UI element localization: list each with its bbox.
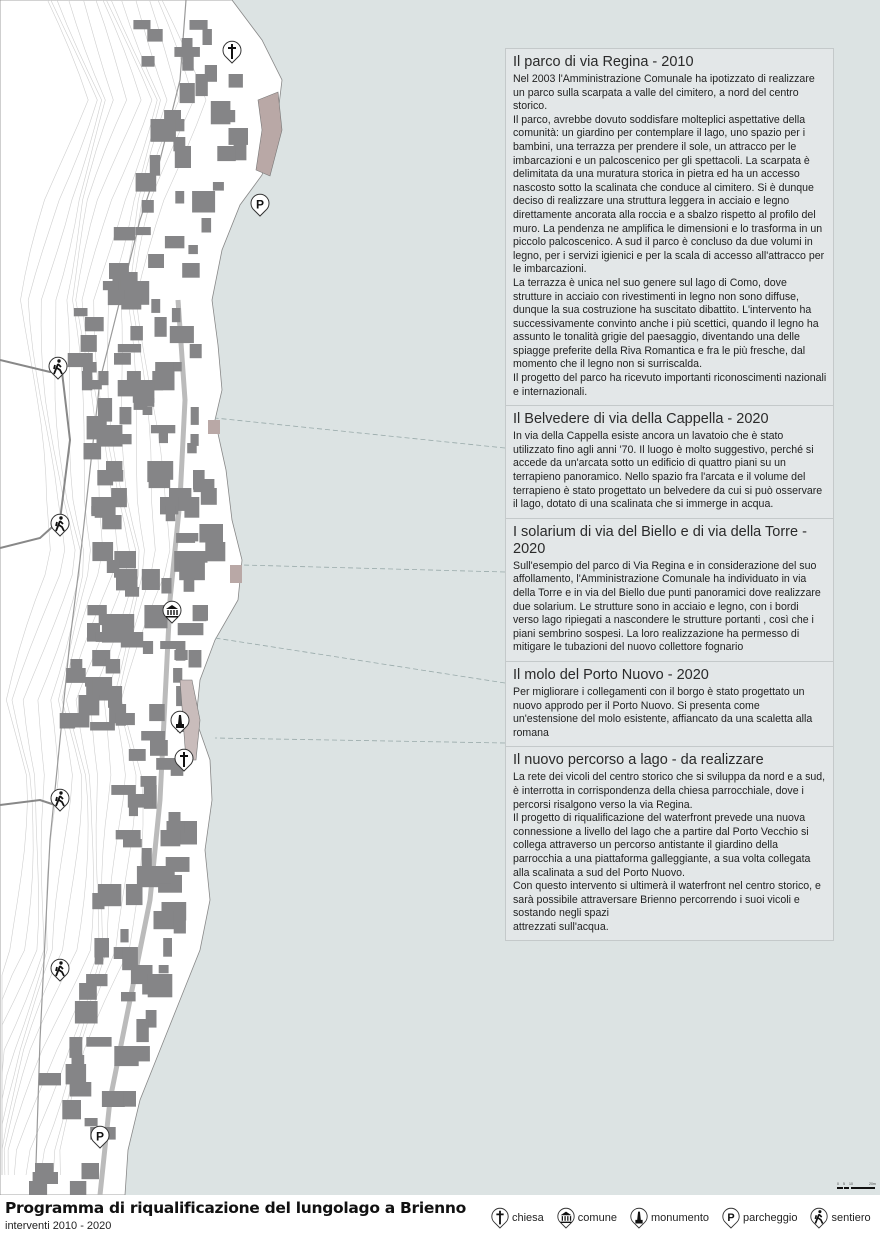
building <box>108 470 124 482</box>
cross-icon <box>490 1207 510 1229</box>
building <box>74 308 88 316</box>
building <box>75 1001 98 1024</box>
building <box>92 542 113 561</box>
building <box>114 227 135 240</box>
building <box>69 1037 82 1058</box>
building <box>190 344 202 358</box>
section-body: In via della Cappella esiste ancora un lavatoio che è stato utilizzato fino agli anni '70. Il luogo è molto suggestivo, perché si accede da un'arcata sotto un edificio di quattro piani su un terrapieno panoramico. Nello spazio fra l'arcata e il volume del terrapieno è stato progettato un belvedere da cui si può osservare il lago, dotato di una scalinata che si immerge in acqua. <box>513 430 823 511</box>
building <box>149 461 173 480</box>
interventions-panel <box>505 48 834 941</box>
building <box>191 407 199 425</box>
scale-label: 0 <box>837 1182 839 1186</box>
building <box>136 173 157 192</box>
building <box>184 497 199 518</box>
building <box>39 1073 61 1085</box>
building <box>103 281 119 290</box>
building <box>113 434 132 444</box>
town-hall-icon <box>556 1207 576 1229</box>
building <box>190 20 208 30</box>
legend-label: sentiero <box>831 1212 871 1224</box>
scale-bar <box>836 1180 878 1192</box>
building <box>126 623 134 633</box>
building <box>60 713 75 729</box>
building <box>163 938 172 957</box>
church-marker[interactable] <box>221 40 243 64</box>
building <box>159 425 168 443</box>
section-molo-porto-nuovo <box>506 662 833 747</box>
hiker-icon <box>809 1207 829 1229</box>
building <box>102 1091 125 1107</box>
building <box>172 308 181 322</box>
building <box>179 560 205 580</box>
building <box>205 542 225 561</box>
building <box>84 443 102 459</box>
building <box>182 56 193 71</box>
leader-lines <box>215 418 505 743</box>
building <box>176 533 195 543</box>
solarium <box>230 565 242 583</box>
building <box>62 1100 81 1119</box>
building <box>94 938 109 958</box>
building <box>83 362 97 373</box>
trail-marker[interactable] <box>49 513 71 537</box>
building <box>184 578 195 592</box>
building <box>196 605 209 621</box>
building <box>81 335 97 352</box>
building <box>151 299 160 313</box>
legend-item-chiesa <box>490 1207 544 1229</box>
legend <box>490 1207 877 1229</box>
building <box>114 353 131 365</box>
section-body: Sull'esempio del parco di Via Regina e in considerazione del suo affollamento, l'Amministrazione Comunale ha individuato in via della Torre e in via del Biello due punti panoramici dove realizzare due solarium. Le strutture sono in acciaio e legno, con i bordi verso lago ripiegati a nascondere le strutture portanti , così che i piani sembrino sospesi. La loro realizzazione ha permesso di mitigare le tubazioni del nuovo collettore fognario <box>513 559 821 654</box>
building <box>102 515 121 529</box>
building <box>160 641 180 649</box>
building <box>175 146 191 168</box>
building <box>129 749 146 761</box>
building <box>154 380 164 390</box>
scale-label: 5 <box>843 1182 845 1186</box>
building <box>85 317 104 331</box>
building <box>120 929 128 942</box>
building <box>159 965 169 973</box>
building <box>187 443 197 453</box>
building <box>66 668 86 683</box>
building <box>165 236 185 248</box>
building <box>161 578 171 594</box>
building <box>148 254 164 268</box>
building <box>142 56 155 67</box>
building <box>189 650 202 668</box>
building <box>118 380 136 396</box>
building <box>95 956 104 965</box>
trail-marker[interactable] <box>47 356 69 380</box>
building <box>170 326 194 343</box>
building <box>133 20 150 29</box>
section-parco-via-regina <box>506 49 833 406</box>
building <box>174 650 187 660</box>
building <box>142 569 160 590</box>
building <box>166 506 176 521</box>
building <box>175 191 184 204</box>
building <box>106 659 120 674</box>
building <box>155 317 167 337</box>
building <box>161 830 181 846</box>
building <box>188 245 198 254</box>
section-percorso-a-lago <box>506 747 833 940</box>
building <box>121 992 136 1001</box>
building <box>130 326 143 340</box>
building <box>82 1163 100 1179</box>
section-belvedere <box>506 406 833 519</box>
building <box>149 704 165 721</box>
scale-label: 10 <box>849 1182 853 1186</box>
belvedere <box>208 420 220 434</box>
building <box>150 740 168 756</box>
poster-subtitle: interventi 2010 - 2020 <box>5 1220 112 1232</box>
section-title: Il parco di via Regina - 2010 <box>513 54 694 70</box>
building <box>114 1046 138 1066</box>
building <box>151 119 176 142</box>
section-solarium <box>506 519 833 662</box>
building <box>202 218 212 233</box>
section-title: I solarium di via del Biello e di via della Torre - 2020 <box>513 523 807 557</box>
building <box>123 839 142 847</box>
building <box>143 407 153 415</box>
building <box>70 1082 92 1097</box>
building <box>116 713 135 725</box>
building <box>229 74 243 88</box>
building <box>79 695 100 715</box>
building <box>70 659 82 669</box>
building <box>79 983 97 1000</box>
building <box>121 632 143 648</box>
town-hall-marker[interactable] <box>161 600 183 624</box>
building <box>201 488 217 505</box>
building <box>118 344 141 353</box>
building <box>142 983 163 995</box>
legend-item-parcheggio <box>721 1207 797 1229</box>
building <box>142 200 154 213</box>
monument-marker[interactable] <box>169 710 191 734</box>
building <box>128 794 153 808</box>
section-body: Nel 2003 l'Amministrazione Comunale ha ipotizzato di realizzare un parco sulla scarpata a valle del cimitero, a nord del centro storico. Il parco, avrebbe dovuto soddisfare molteplici aspettative della comunità: un giardino per contemplare il lago, uno spazio per i bambini, una terrazza per prendere il sole, un attracco per le imbarcazioni e un palcoscenico per gli spettacoli. La scarpata è delimitata da una muratura storica in pietra ed ha un accesso nascosto sotto la scalinata che conduce al cimitero. Si è dunque deciso di realizzare una struttura leggera in acciaio e legno direttamente ancorata alla roccia e a sbalzo rispetto al profilo del muro. La pendenza ne amplifica le dimensioni e lo trasforma in un piccolo palcoscenico. A sud il parco è concluso da due volumi in legno, per i servizi igienici e per la scala di accesso all'attracco per le imbarcazioni. La terrazza è unica nel suo genere sul lago di Como, dove strutture in acciaio con rivestimenti in legno non sono diffuse, dunque la sua costruzione ha suscitato dibattito. L'intervento ha successivamente convinto anche i più scettici, quando il legno ha assunto le tonalità grigie del paesaggio, diventando una delle spiagge preferite della Riva Romantica e fra le più fresche, dal momento che il legno non si surriscalda. Il progetto del parco ha ricevuto importanti riconoscimenti nazionali e internazionali. <box>513 73 827 398</box>
legend-label: comune <box>577 1212 617 1224</box>
building <box>116 830 141 839</box>
building <box>120 407 132 424</box>
legend-label: chiesa <box>512 1212 544 1224</box>
building <box>135 227 151 235</box>
building <box>213 182 224 191</box>
building <box>149 479 171 488</box>
building <box>114 569 133 578</box>
building <box>141 731 163 741</box>
legend-item-comune <box>556 1207 617 1229</box>
section-body: La rete dei vicoli del centro storico che si sviluppa da nord e a sud, è interrotta in corrispondenza della chiesa parrocchiale, dove i percorsi risalgono verso la via Regina. Il progetto di riqualificazione del waterfront prevede una nuova connessione a livello del lago che a partire dal Porto Vecchio si collega attraverso un percorso antistante il giardino della parrocchia a una piattaforma galleggiante, a sua volta collegata alla scalinata a sud del Porto Nuovo. Con questo intervento si ultimerà il waterfront nel centro storico, e sarà possibile attraversare Brienno percorrendo i suoi vicoli e sostando negli spazi attrezzati sull'acqua. <box>513 771 826 933</box>
building <box>125 587 139 597</box>
building <box>217 146 236 161</box>
church-marker[interactable] <box>173 748 195 772</box>
legend-label: monumento <box>650 1212 710 1224</box>
building <box>96 632 106 642</box>
scale-label: 20m <box>869 1182 876 1186</box>
building <box>111 785 136 795</box>
trail-marker[interactable] <box>49 958 71 982</box>
building <box>126 884 143 905</box>
building <box>180 83 195 103</box>
section-title: Il Belvedere di via della Cappella - 2020 <box>513 411 769 428</box>
building <box>150 155 160 176</box>
building <box>174 911 186 934</box>
building <box>74 1064 86 1084</box>
building <box>66 1064 76 1084</box>
building <box>86 1037 111 1047</box>
poster-title: Programma di riqualificazione del lungolago a Brienno <box>5 1199 466 1217</box>
section-title: Il nuovo percorso a lago - da realizzare <box>513 752 764 769</box>
legend-label: parcheggio <box>743 1212 798 1224</box>
building <box>203 29 212 45</box>
building <box>142 848 152 868</box>
building <box>90 722 115 731</box>
section-title: Il molo del Porto Nuovo - 2020 <box>513 666 709 683</box>
building <box>147 29 162 42</box>
legend-item-sentiero <box>809 1207 870 1229</box>
building <box>154 911 176 929</box>
building <box>124 1091 136 1107</box>
building <box>92 893 104 909</box>
building <box>29 1181 47 1195</box>
building <box>143 641 153 654</box>
building <box>219 110 235 122</box>
legend-item-monumento <box>629 1207 709 1229</box>
trail-marker[interactable] <box>49 788 71 812</box>
building <box>87 605 106 615</box>
footer <box>0 1195 880 1245</box>
building <box>196 74 208 96</box>
building <box>136 1019 148 1042</box>
parking-marker[interactable] <box>89 1125 111 1149</box>
building <box>174 47 200 57</box>
building <box>178 623 204 635</box>
parking-icon <box>721 1207 741 1229</box>
building <box>157 875 171 883</box>
building <box>86 380 102 389</box>
building <box>70 1181 86 1195</box>
building <box>192 191 215 213</box>
building <box>182 263 200 278</box>
parking-marker[interactable] <box>249 193 271 217</box>
section-body: Per migliorare i collegamenti con il borgo è stato progettato un nuovo approdo per il Porto Nuovo. Si presenta come un'estensione del molo esistente, affiancato da una scaletta alla romana <box>513 685 813 739</box>
building <box>121 299 141 310</box>
monument-icon <box>629 1207 649 1229</box>
